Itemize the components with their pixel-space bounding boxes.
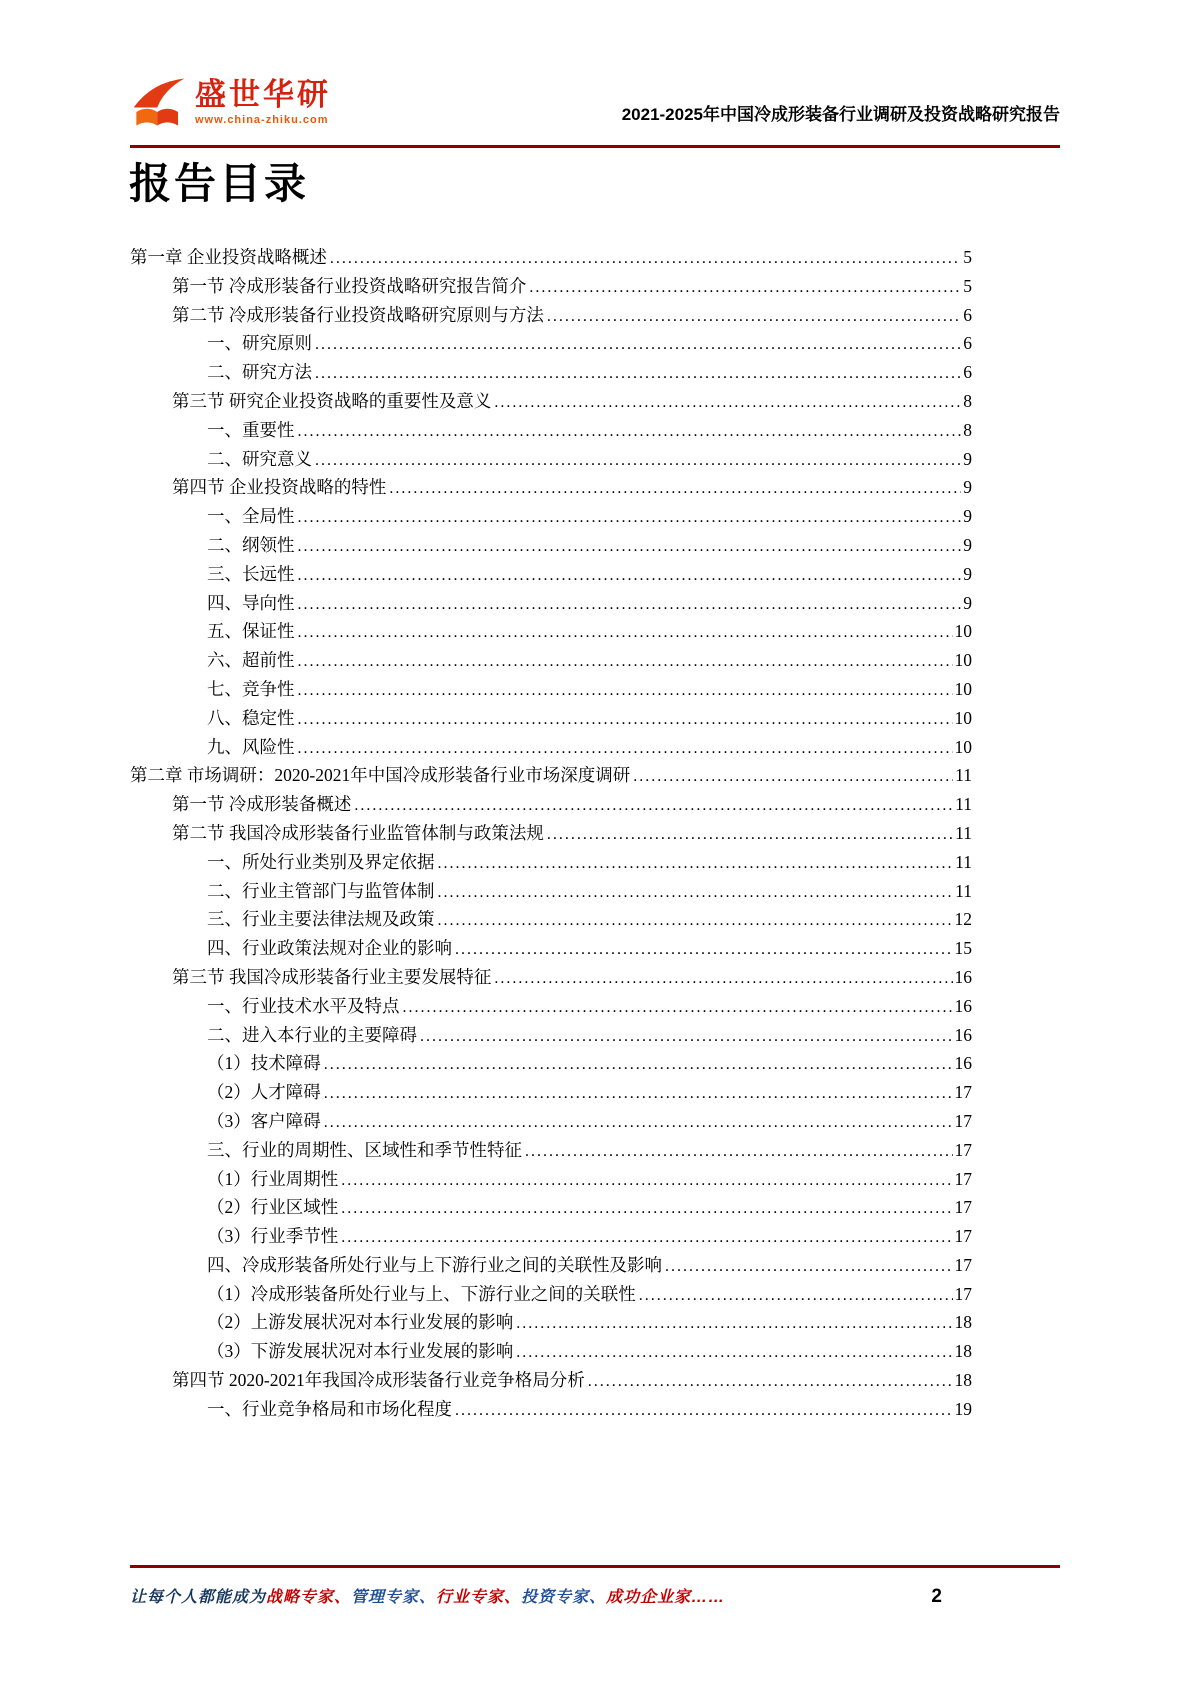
toc-leader-dots (298, 502, 962, 533)
toc-page-number: 11 (955, 822, 972, 843)
toc-leader-dots (341, 1165, 952, 1196)
footer-slogan (130, 1584, 725, 1607)
toc-entry (130, 560, 972, 589)
toc-page-number: 17 (954, 1110, 972, 1131)
toc-entry (130, 445, 972, 474)
toc-leader-dots (298, 704, 953, 735)
toc-leader-dots (324, 1107, 953, 1138)
toc-leader-dots (494, 963, 952, 994)
toc-leader-dots (494, 387, 961, 418)
footer-slogan-segment: 投资专家、 (521, 1589, 607, 1606)
toc-page-number: 8 (963, 419, 972, 440)
toc-entry-label: 三、长远性 (207, 563, 295, 584)
toc-entry-label: （2）行业区域性 (207, 1197, 339, 1218)
toc-entry (130, 905, 972, 934)
toc-entry (130, 934, 972, 963)
toc-entry (130, 733, 972, 762)
toc-leader-dots (315, 445, 961, 476)
toc-entry-label: 四、导向性 (207, 592, 295, 613)
logo-name: 盛世华研 (195, 76, 331, 112)
toc-entry (130, 1049, 972, 1078)
toc-entry-label: 三、行业的周期性、区域性和季节性特征 (207, 1139, 522, 1160)
toc-entry-label: （1）行业周期性 (207, 1168, 339, 1189)
toc-leader-dots (420, 1021, 953, 1052)
toc-entry (130, 848, 972, 877)
toc-page-number: 17 (954, 1226, 972, 1247)
toc-entry-label: 一、全局性 (207, 506, 295, 527)
toc-leader-dots (588, 1366, 953, 1397)
toc-entry (130, 243, 972, 272)
toc-entry (130, 329, 972, 358)
toc-page-number: 8 (963, 390, 972, 411)
toc-entry-label: 第四节 2020-2021年我国冷成形装备行业竞争格局分析 (172, 1370, 585, 1391)
toc-leader-dots (298, 531, 962, 562)
toc-page-number: 10 (954, 650, 972, 671)
toc-entry (130, 1395, 972, 1424)
toc-entry-label: （3）客户障碍 (207, 1110, 321, 1131)
footer-slogan-segment: 让每个人都能成为 (130, 1589, 267, 1606)
toc-entry (130, 646, 972, 675)
report-title: 2021-2025年中国冷成形装备行业调研及投资战略研究报告 (621, 105, 1060, 124)
toc-entry (130, 1165, 972, 1194)
toc-leader-dots (633, 761, 953, 792)
toc-entry-label: 第三节 研究企业投资战略的重要性及意义 (172, 390, 492, 411)
toc-page-number: 10 (954, 736, 972, 757)
toc-leader-dots (438, 905, 953, 936)
toc-entry (130, 1136, 972, 1165)
toc-entry (130, 1193, 972, 1222)
footer-divider (130, 1565, 1060, 1568)
toc-page-number: 17 (954, 1082, 972, 1103)
toc-entry-label: 一、行业技术水平及特点 (207, 995, 400, 1016)
page-footer (130, 1565, 1060, 1608)
toc-page-number: 10 (954, 621, 972, 642)
toc-page-number: 11 (955, 794, 972, 815)
toc-entry-label: 第一节 冷成形装备行业投资战略研究报告简介 (172, 275, 527, 296)
toc-entry (130, 416, 972, 445)
toc-entry (130, 1222, 972, 1251)
toc-page-number: 16 (954, 1024, 972, 1045)
toc-entry (130, 1078, 972, 1107)
logo-url: www.china-zhiku.com (195, 114, 329, 127)
toc-leader-dots (529, 272, 961, 303)
toc-entry-label: 四、行业政策法规对企业的影响 (207, 938, 452, 959)
toc-leader-dots (547, 819, 953, 850)
toc-entry-label: 三、行业主要法律法规及政策 (207, 909, 435, 930)
toc-entry-label: （1）冷成形装备所处行业与上、下游行业之间的关联性 (207, 1283, 636, 1304)
toc-entry-label: 二、研究意义 (207, 448, 312, 469)
toc-entry (130, 1366, 972, 1395)
toc-entry-label: 第一章 企业投资战略概述 (130, 247, 327, 267)
toc-entry-label: 七、竞争性 (207, 678, 295, 699)
toc-entry-label: （3）行业季节性 (207, 1226, 339, 1247)
toc-page-number: 17 (954, 1168, 972, 1189)
toc-page-number: 9 (963, 506, 972, 527)
logo-text (195, 78, 331, 126)
toc-leader-dots (354, 790, 953, 821)
toc-entry (130, 761, 972, 790)
toc-leader-dots (403, 992, 953, 1023)
toc-entry-label: 一、重要性 (207, 419, 295, 440)
toc-page-number: 6 (963, 362, 972, 383)
toc-page-number: 11 (955, 765, 972, 786)
toc-page-number: 5 (963, 275, 972, 296)
toc-entry (130, 1251, 972, 1280)
toc-page-number: 9 (963, 448, 972, 469)
toc-entry-label: （2）人才障碍 (207, 1082, 321, 1103)
toc-list (130, 243, 972, 1424)
toc-entry (130, 992, 972, 1021)
toc-page-number: 5 (963, 247, 972, 267)
toc-entry-label: 一、所处行业类别及界定依据 (207, 851, 435, 872)
toc-entry (130, 272, 972, 301)
toc-entry (130, 1280, 972, 1309)
toc-entry (130, 1021, 972, 1050)
toc-entry-label: 二、进入本行业的主要障碍 (207, 1024, 417, 1045)
footer-slogan-segment: 战略专家、 (266, 1589, 352, 1606)
toc-entry-label: 九、风险性 (207, 736, 295, 757)
toc-entry-label: （3）下游发展状况对本行业发展的影响 (207, 1341, 514, 1362)
toc-leader-dots (438, 848, 954, 879)
page-title: 报告目录 (129, 160, 310, 207)
toc-entry-label: 一、行业竞争格局和市场化程度 (207, 1398, 452, 1419)
toc-entry (130, 1308, 972, 1337)
toc-leader-dots (341, 1193, 952, 1224)
toc-entry-label: 二、行业主管部门与监管体制 (207, 880, 435, 901)
open-book-logo-icon (130, 74, 188, 130)
toc-entry-label: 五、保证性 (207, 621, 295, 642)
toc-leader-dots (298, 560, 962, 591)
toc-page-number: 16 (954, 966, 972, 987)
toc-leader-dots (438, 877, 954, 908)
toc-entry (130, 589, 972, 618)
toc-entry-label: （2）上游发展状况对本行业发展的影响 (207, 1312, 514, 1333)
header-divider (130, 145, 1060, 148)
toc-leader-dots (455, 934, 953, 965)
toc-leader-dots (455, 1395, 953, 1426)
toc-page-number: 19 (954, 1398, 972, 1419)
page-header (130, 74, 1060, 130)
toc-leader-dots (525, 1136, 953, 1167)
toc-entry-label: 六、超前性 (207, 650, 295, 671)
toc-entry-label: 四、冷成形装备所处行业与上下游行业之间的关联性及影响 (207, 1254, 662, 1275)
toc-page-number: 17 (954, 1139, 972, 1160)
toc-leader-dots (324, 1078, 953, 1109)
toc-entry-label: 第四节 企业投资战略的特性 (172, 477, 387, 498)
toc-page-number: 17 (954, 1254, 972, 1275)
toc-page-number: 9 (963, 477, 972, 498)
toc-page-number: 18 (954, 1370, 972, 1391)
toc-entry-label: 第二节 冷成形装备行业投资战略研究原则与方法 (172, 304, 544, 325)
toc-page-number: 18 (954, 1341, 972, 1362)
toc-leader-dots (639, 1280, 953, 1311)
toc-entry (130, 790, 972, 819)
toc-page-number: 9 (963, 592, 972, 613)
toc-entry (130, 617, 972, 646)
toc-entry-label: 二、研究方法 (207, 362, 312, 383)
toc-page-number: 11 (955, 880, 972, 901)
toc-entry-label: 第一节 冷成形装备概述 (172, 794, 352, 815)
toc-leader-dots (298, 416, 962, 447)
page-number: 2 (931, 1586, 942, 1607)
toc-page-number: 18 (954, 1312, 972, 1333)
toc-entry-label: 第二节 我国冷成形装备行业监管体制与政策法规 (172, 822, 544, 843)
toc-leader-dots (298, 733, 953, 764)
toc-entry (130, 819, 972, 848)
toc-page-number: 10 (954, 707, 972, 728)
toc-entry (130, 963, 972, 992)
toc-leader-dots (547, 301, 961, 332)
toc-entry (130, 531, 972, 560)
toc-entry-label: 第三节 我国冷成形装备行业主要发展特征 (172, 966, 492, 987)
toc-entry-label: 第二章 市场调研：2020-2021年中国冷成形装备行业市场深度调研 (130, 765, 631, 786)
toc-page-number: 12 (954, 909, 972, 930)
toc-leader-dots (315, 358, 961, 389)
toc-leader-dots (341, 1222, 952, 1253)
toc-page-number: 15 (954, 938, 972, 959)
toc-entry-label: 一、研究原则 (207, 333, 312, 354)
toc-entry (130, 877, 972, 906)
toc-entry (130, 704, 972, 733)
toc-entry (130, 358, 972, 387)
toc-leader-dots (298, 675, 953, 706)
toc-page-number: 9 (963, 563, 972, 584)
company-logo (130, 74, 331, 130)
toc-page-number: 17 (954, 1197, 972, 1218)
toc-page-number: 6 (963, 333, 972, 354)
toc-leader-dots (324, 1049, 953, 1080)
toc-page-number: 9 (963, 534, 972, 555)
toc-entry (130, 473, 972, 502)
toc-leader-dots (330, 243, 961, 274)
toc-leader-dots (298, 617, 953, 648)
toc-entry-label: 二、纲领性 (207, 534, 295, 555)
toc-leader-dots (665, 1251, 953, 1282)
toc-entry-label: （1）技术障碍 (207, 1053, 321, 1074)
toc-page-number: 16 (954, 1053, 972, 1074)
toc-entry (130, 502, 972, 531)
toc-entry (130, 1107, 972, 1136)
toc-leader-dots (516, 1337, 952, 1368)
toc-page-number: 10 (954, 678, 972, 699)
toc-page-number: 17 (954, 1283, 972, 1304)
toc-entry-label: 八、稳定性 (207, 707, 295, 728)
toc-entry (130, 1337, 972, 1366)
toc-page-number: 16 (954, 995, 972, 1016)
toc-leader-dots (298, 646, 953, 677)
toc-leader-dots (516, 1308, 952, 1339)
toc-leader-dots (389, 473, 961, 504)
toc-page-number: 11 (955, 851, 972, 872)
footer-slogan-segment: 成功企业家…… (606, 1589, 726, 1606)
toc-leader-dots (315, 329, 961, 360)
footer-slogan-segment: 行业专家、 (436, 1589, 522, 1606)
toc-leader-dots (298, 589, 962, 620)
toc-entry (130, 301, 972, 330)
toc-entry (130, 675, 972, 704)
toc-entry (130, 387, 972, 416)
toc-page-number: 6 (963, 304, 972, 325)
footer-slogan-segment: 管理专家、 (351, 1589, 437, 1606)
